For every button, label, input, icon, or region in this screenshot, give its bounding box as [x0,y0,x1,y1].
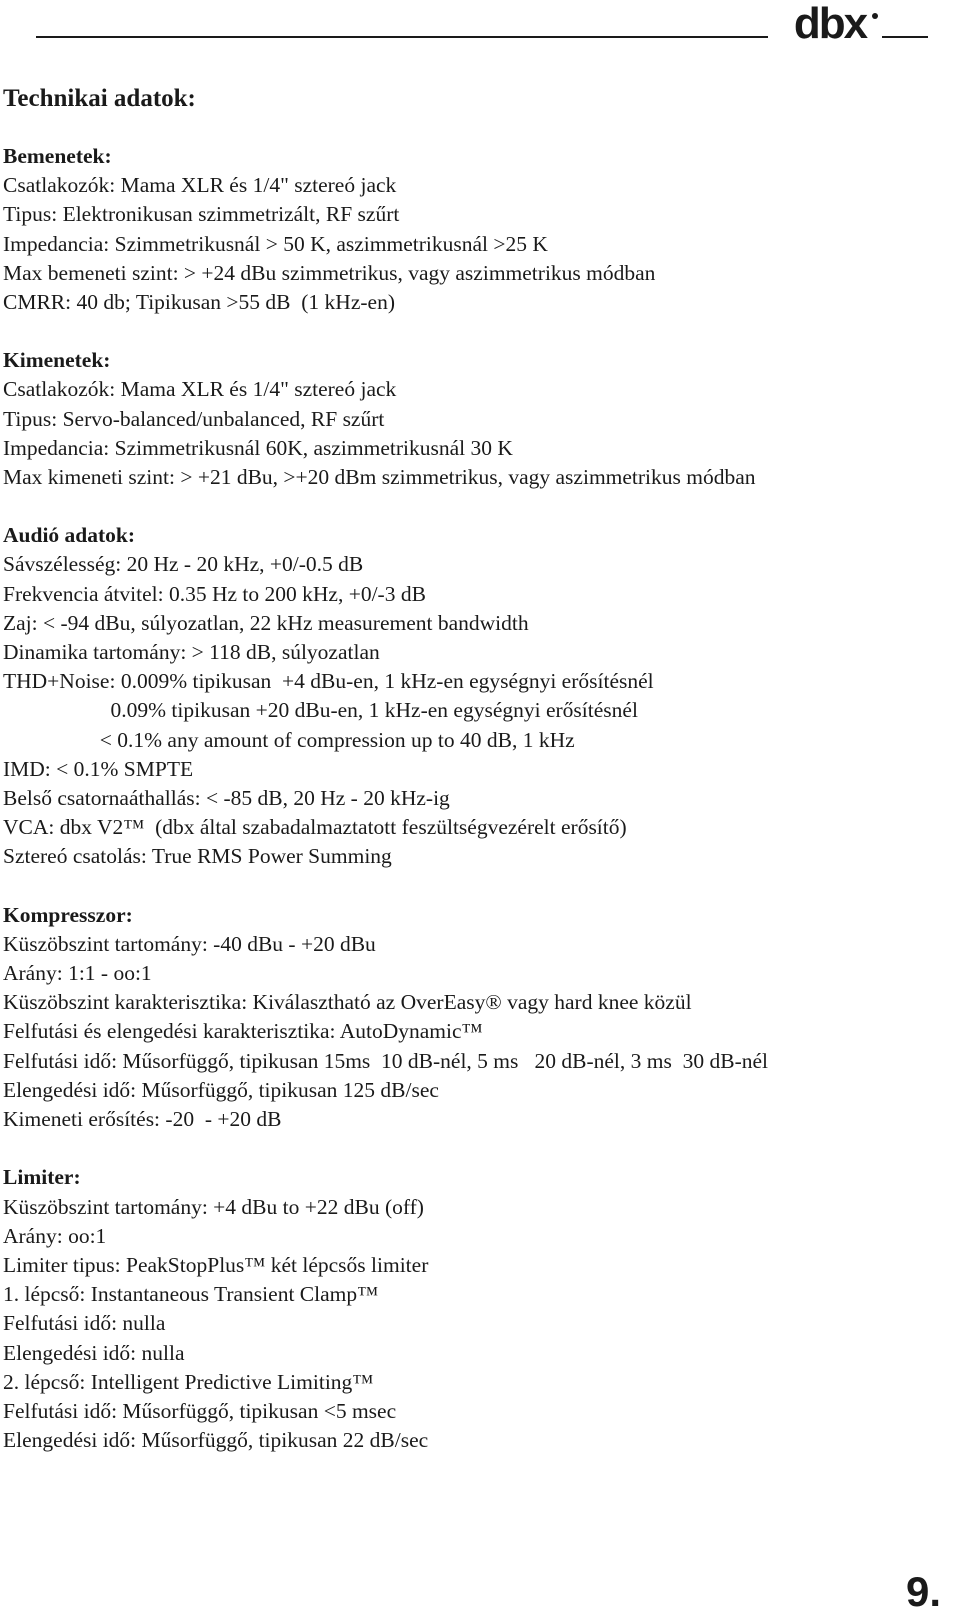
section-heading: Kompresszor: [3,902,133,927]
header-rule-right [882,36,928,38]
spec-section [3,521,953,871]
svg-text:dbx: dbx [793,0,867,46]
spec-line: 1. lépcső: Instantaneous Transient Clamp™ [3,1282,379,1307]
spec-sections [3,142,953,1455]
spec-line: Impedancia: Szimmetrikusnál > 50 K, aszimmetrikusnál >25 K [3,231,548,256]
spec-line: CMRR: 40 db; Tipikusan >55 dB (1 kHz-en) [3,290,395,315]
section-heading: Limiter: [3,1165,81,1190]
spec-document [3,84,953,1484]
dbx-logo [780,0,880,46]
spec-line: Belső csatornaáthallás: < -85 dB, 20 Hz - 20 kHz-ig [3,786,450,811]
spec-line: Küszöbszint tartomány: -40 dBu - +20 dBu [3,931,376,956]
spec-line: THD+Noise: 0.009% tipikusan +4 dBu-en, 1 kHz-en egységnyi erősítésnél [3,669,654,694]
spec-section [3,1163,953,1455]
spec-line: VCA: dbx V2™ (dbx által szabadalmaztatott feszültségvezérelt erősítő) [3,815,627,840]
spec-line: Kimeneti erősítés: -20 - +20 dB [3,1107,282,1132]
spec-line: Felfutási idő: Műsorfüggő, tipikusan <5 msec [3,1398,397,1423]
spec-line: Küszöbszint tartomány: +4 dBu to +22 dBu (off) [3,1194,424,1219]
spec-line: Max bemeneti szint: > +24 dBu szimmetrikus, vagy aszimmetrikus módban [3,260,656,285]
spec-line: Max kimeneti szint: > +21 dBu, >+20 dBm szimmetrikus, vagy aszimmetrikus módban [3,465,756,490]
section-heading: Bemenetek: [3,144,112,168]
spec-line: Felfutási idő: nulla [3,1311,166,1336]
spec-line: 2. lépcső: Intelligent Predictive Limiting™ [3,1369,374,1394]
spec-line: Küszöbszint karakterisztika: Kiválasztható az OverEasy® vagy hard knee közül [3,990,692,1015]
spec-line: Tipus: Elektronikusan szimmetrizált, RF szűrt [3,202,400,227]
spec-line: Sztereó csatolás: True RMS Power Summing [3,844,392,869]
spec-section [3,901,953,1135]
spec-line: Zaj: < -94 dBu, súlyozatlan, 22 kHz measurement bandwidth [3,610,529,635]
spec-line: Csatlakozók: Mama XLR és 1/4" sztereó jack [3,377,397,402]
spec-line: Elengedési idő: Műsorfüggő, tipikusan 22 dB/sec [3,1428,429,1453]
section-heading: Audió adatok: [3,523,136,548]
spec-line: Sávszélesség: 20 Hz - 20 kHz, +0/-0.5 dB [3,552,364,577]
header-rule [36,36,768,38]
spec-line: Limiter tipus: PeakStopPlus™ két lépcsős limiter [3,1252,429,1277]
spec-section [3,346,953,492]
spec-line: Elengedési idő: Műsorfüggő, tipikusan 125 dB/sec [3,1077,439,1102]
spec-section [3,142,953,317]
section-heading: Kimenetek: [3,348,111,373]
spec-line: Felfutási és elengedési karakterisztika: AutoDynamic™ [3,1019,483,1044]
spec-line: Frekvencia átvitel: 0.35 Hz to 200 kHz, +0/-3 dB [3,581,426,606]
spec-line: Dinamika tartomány: > 118 dB, súlyozatlan [3,640,380,665]
spec-line: Csatlakozók: Mama XLR és 1/4" sztereó jack [3,173,397,198]
spec-line: Tipus: Servo-balanced/unbalanced, RF szűrt [3,406,385,431]
spec-line: Arány: oo:1 [3,1223,107,1248]
page-number: 9. [906,1568,942,1615]
spec-line: Felfutási idő: Műsorfüggő, tipikusan 15ms 10 dB-nél, 5 ms 20 dB-nél, 3 ms 30 dB-nél [3,1048,769,1073]
spec-line: 0.09% tipikusan +20 dBu-en, 1 kHz-en egységnyi erősítésnél [3,698,638,723]
spec-line: Elengedési idő: nulla [3,1340,185,1365]
spec-line: < 0.1% any amount of compression up to 40 dB, 1 kHz [3,727,575,752]
spec-line: IMD: < 0.1% SMPTE [3,756,194,781]
spec-line: Impedancia: Szimmetrikusnál 60K, aszimmetrikusnál 30 K [3,435,513,460]
page-title: Technikai adatok: [3,85,196,112]
spec-line: Arány: 1:1 - oo:1 [3,961,152,986]
